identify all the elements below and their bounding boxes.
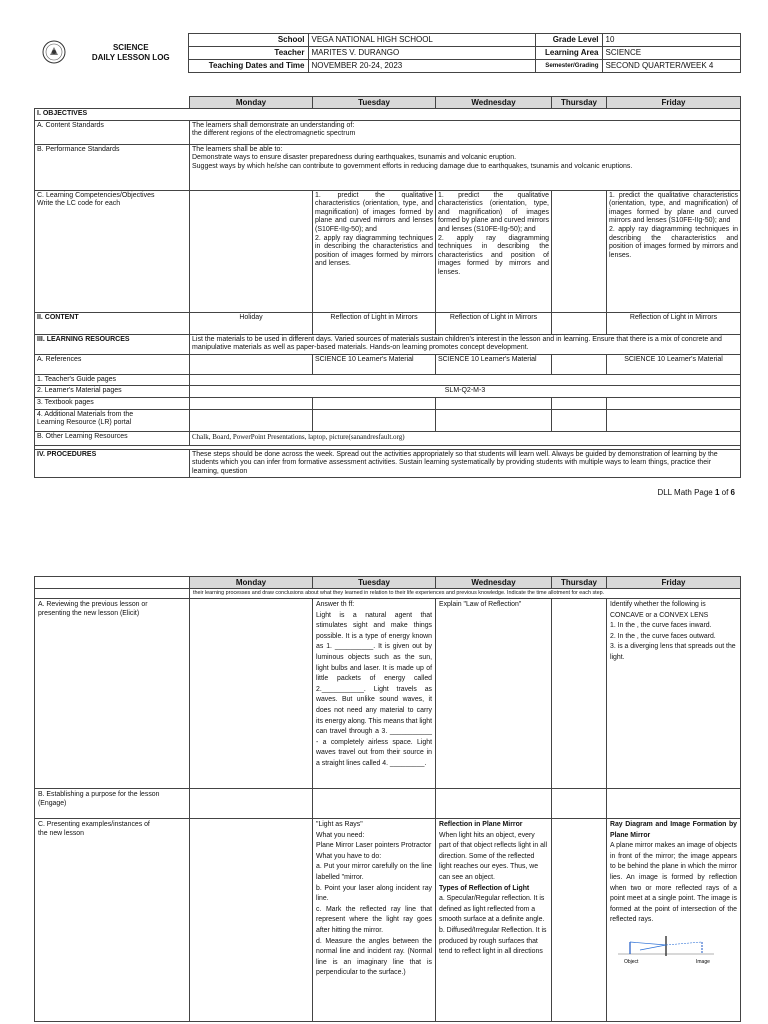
examples-wednesday bbox=[436, 819, 552, 1022]
objectives-heading: I. OBJECTIVES bbox=[35, 109, 741, 121]
content-tuesday: Reflection of Light in Mirrors bbox=[313, 312, 436, 334]
procedures-note-continued: their learning processes and draw conclusions about what they learned in relation to their life experiences and previous knowledge. Indicate the time allotment for each step. bbox=[190, 589, 741, 599]
performance-standards-text: The learners shall be able to: Demonstrate ways to ensure disaster preparedness during earthquakes, tsunamis and volcanic eruption. Suggest ways by which he/she can contribute to government efforts in reducing damage due to earthquakes, tsunamis and volcanic eruptions. bbox=[190, 144, 741, 190]
footer-of: of bbox=[719, 488, 731, 497]
content-wednesday: Reflection of Light in Mirrors bbox=[436, 312, 552, 334]
reflection-types-text: a. Specular/Regular reflection. It is defined as light reflected from a smooth surface at a definite angle. b. Diffused/Irregular Reflection. It is produced by rough surfaces that tend to reflect light in all directions bbox=[439, 895, 547, 956]
resources-heading: III. LEARNING RESOURCES bbox=[35, 334, 190, 354]
dates-label: Teaching Dates and Time bbox=[188, 60, 308, 73]
additional-materials-label: 4. Additional Materials from the Learning Resource (LR) portal bbox=[35, 409, 190, 431]
ray-diagram-figure bbox=[610, 932, 722, 966]
teacher-label: Teacher bbox=[188, 47, 308, 60]
reference-wednesday: SCIENCE 10 Learner's Material bbox=[436, 354, 552, 374]
textbook-label: 3. Textbook pages bbox=[35, 397, 190, 409]
day-header-friday: Friday bbox=[607, 97, 741, 109]
header-table bbox=[34, 33, 741, 73]
footer-page: 1 bbox=[714, 488, 720, 497]
competency-wednesday: 1. predict the qualitative characteristics (orientation, type, and magnification) of images formed by plane and curved mirrors and lenses (S10FE-IIg-50); and 2. apply ray diagramming techniques in describing the characteristics and position of images formed by mirrors and lenses. bbox=[436, 190, 552, 312]
dates-value: NOVEMBER 20-24, 2023 bbox=[308, 60, 535, 73]
examples-label: C. Presenting examples/instances of the new lesson bbox=[35, 819, 190, 1022]
examples-tuesday: "Light as Rays" What you need: Plane Mirror Laser pointers Protractor What you have to do: a. Put your mirror carefully on the line labelled "mirror. b. Point your laser along incident ray line. c. Mark the reflected ray line that represent where the light ray goes after hitting the mirror. d. Measure the angles between the normal line and incident ray. (Normal line is an imaginary line that is perpendicular to the surface.) bbox=[313, 819, 436, 1022]
day-header-tuesday: Tuesday bbox=[313, 97, 436, 109]
references-label: A. References bbox=[35, 354, 190, 374]
day-header-wednesday: Wednesday bbox=[436, 97, 552, 109]
competency-tuesday: 1. predict the qualitative characteristics (orientation, type, and magnification) of images formed by plane and curved mirrors and lenses (S10FE-IIg-50); and 2. apply ray diagramming techniques in describing the characteristics and position of images formed by mirrors and lenses. bbox=[313, 190, 436, 312]
day-header-tuesday: Tuesday bbox=[313, 577, 436, 589]
content-standards-text: The learners shall demonstrate an understanding of: the different regions of the electromagnetic spectrum bbox=[190, 120, 741, 144]
reference-tuesday: SCIENCE 10 Learner's Material bbox=[313, 354, 436, 374]
page-footer bbox=[657, 488, 735, 497]
footer-label: DLL Math Page bbox=[657, 488, 715, 497]
deped-seal-icon bbox=[42, 40, 66, 64]
content-friday: Reflection of Light in Mirrors bbox=[607, 312, 741, 334]
teachers-guide-label: 1. Teacher's Guide pages bbox=[35, 374, 190, 386]
purpose-label: B. Establishing a purpose for the lesson (Engage) bbox=[35, 789, 190, 819]
grade-value: 10 bbox=[602, 34, 740, 47]
area-value: SCIENCE bbox=[602, 47, 740, 60]
procedures-note: These steps should be done across the week. Spread out the activities appropriately so that students will learn well. Always be guided by demonstration of learning by the students which you can infer from formative assessment activities. Sustain learning systematically by providing students with multiple ways to learn things, practice their learning, question bbox=[190, 449, 741, 478]
day-header-monday: Monday bbox=[190, 577, 313, 589]
semester-value: SECOND QUARTER/WEEK 4 bbox=[602, 60, 740, 73]
diagram-image-label: Image bbox=[696, 958, 710, 965]
content-standards-label: A. Content Standards bbox=[35, 120, 190, 144]
day-header-thursday: Thursday bbox=[552, 577, 607, 589]
reviewing-wednesday: Explain "Law of Reflection" bbox=[436, 599, 552, 789]
plane-mirror-title: Reflection in Plane Mirror bbox=[439, 821, 523, 828]
performance-standards-label: B. Performance Standards bbox=[35, 144, 190, 190]
diagram-object-label: Object bbox=[624, 958, 639, 965]
day-header-thursday: Thursday bbox=[552, 97, 607, 109]
procedures-heading: IV. PROCEDURES bbox=[35, 449, 190, 478]
semester-label: Semester/Grading bbox=[535, 60, 602, 73]
reviewing-friday: Identify whether the following is CONCAVE or a CONVEX LENS 1. In the , the curve faces inward. 2. In the , the curve faces outward. 3. is a diverging lens that spreads out the light. bbox=[607, 599, 741, 789]
school-label: School bbox=[188, 34, 308, 47]
reflection-types-title: Types of Reflection of Light bbox=[439, 884, 530, 892]
area-label: Learning Area bbox=[535, 47, 602, 60]
day-header-monday: Monday bbox=[190, 97, 313, 109]
subject-title: SCIENCE bbox=[112, 43, 149, 52]
reviewing-label: A. Reviewing the previous lesson or presenting the new lesson (Elicit) bbox=[35, 599, 190, 789]
lesson-log-table bbox=[34, 96, 741, 478]
footer-total: 6 bbox=[730, 488, 735, 497]
day-header-friday: Friday bbox=[607, 577, 741, 589]
teacher-value: MARITES V. DURANGO bbox=[308, 47, 535, 60]
competencies-label: C. Learning Competencies/Objectives Write the LC code for each bbox=[35, 190, 190, 312]
doc-title bbox=[74, 34, 188, 73]
competency-friday: 1. predict the qualitative characteristics (orientation, type, and magnification) of images formed by plane and curved mirrors and lenses (S10FE-IIg-50); and 2. apply ray diagramming techniques in describing the characteristics and position of images formed by mirrors and lenses. bbox=[607, 190, 741, 312]
ray-diagram-title: Ray Diagram and Image Formation by Plane Mirror bbox=[610, 821, 737, 839]
learners-material-value: SLM-Q2-M-3 bbox=[190, 386, 741, 398]
grade-label: Grade Level bbox=[535, 34, 602, 47]
procedures-table bbox=[34, 576, 741, 1022]
reference-friday: SCIENCE 10 Learner's Material bbox=[607, 354, 741, 374]
other-resources-label: B. Other Learning Resources bbox=[35, 431, 190, 445]
school-value: VEGA NATIONAL HIGH SCHOOL bbox=[308, 34, 535, 47]
deped-seal bbox=[34, 34, 74, 73]
plane-mirror-text: When light hits an object, every part of that object reflects light in all direction. Some of the reflected light reaches our eyes. Thus, we can see an object. bbox=[439, 831, 548, 881]
other-resources-text: Chalk, Board, PowerPoint Presentations, laptop, picture(sanandresfault.org) bbox=[190, 431, 741, 445]
day-header-wednesday: Wednesday bbox=[436, 577, 552, 589]
content-heading: II. CONTENT bbox=[35, 312, 190, 334]
doc-type-title: DAILY LESSON LOG bbox=[91, 53, 170, 62]
learners-material-label: 2. Learner's Material pages bbox=[35, 386, 190, 398]
content-monday: Holiday bbox=[190, 312, 313, 334]
resources-note: List the materials to be used in different days. Varied sources of materials sustain children's interest in the lesson and in learning. Ensure that there is a mix of concrete and manipulative materials as well as paper-based materials. Hands-on learning promotes concept development. bbox=[190, 334, 741, 354]
reviewing-tuesday: Answer th ff: Light is a natural agent that stimulates sight and make things possible. It is a type of energy known as 1. __________. It is given out by luminous objects such as the sun, light bulbs and laser. It is made up of little packets of energy called 2.___________. Light travels as waves. But unlike sound waves, it does not need any material to carry its energy along. This means that light can travel through a 3. ___________ - a completely airless space. Light waves travel out from their source in a straight lines called 4. _________. bbox=[313, 599, 436, 789]
ray-diagram-text: A plane mirror makes an image of objects in front of the mirror; the image appears to be behind the plane in which the mirror lies. An image is formed by reflection when two or more reflected rays of a point meet at a single point. The image is formed at the point of intersection of the reflected rays. bbox=[610, 842, 737, 924]
examples-friday bbox=[607, 819, 741, 1022]
